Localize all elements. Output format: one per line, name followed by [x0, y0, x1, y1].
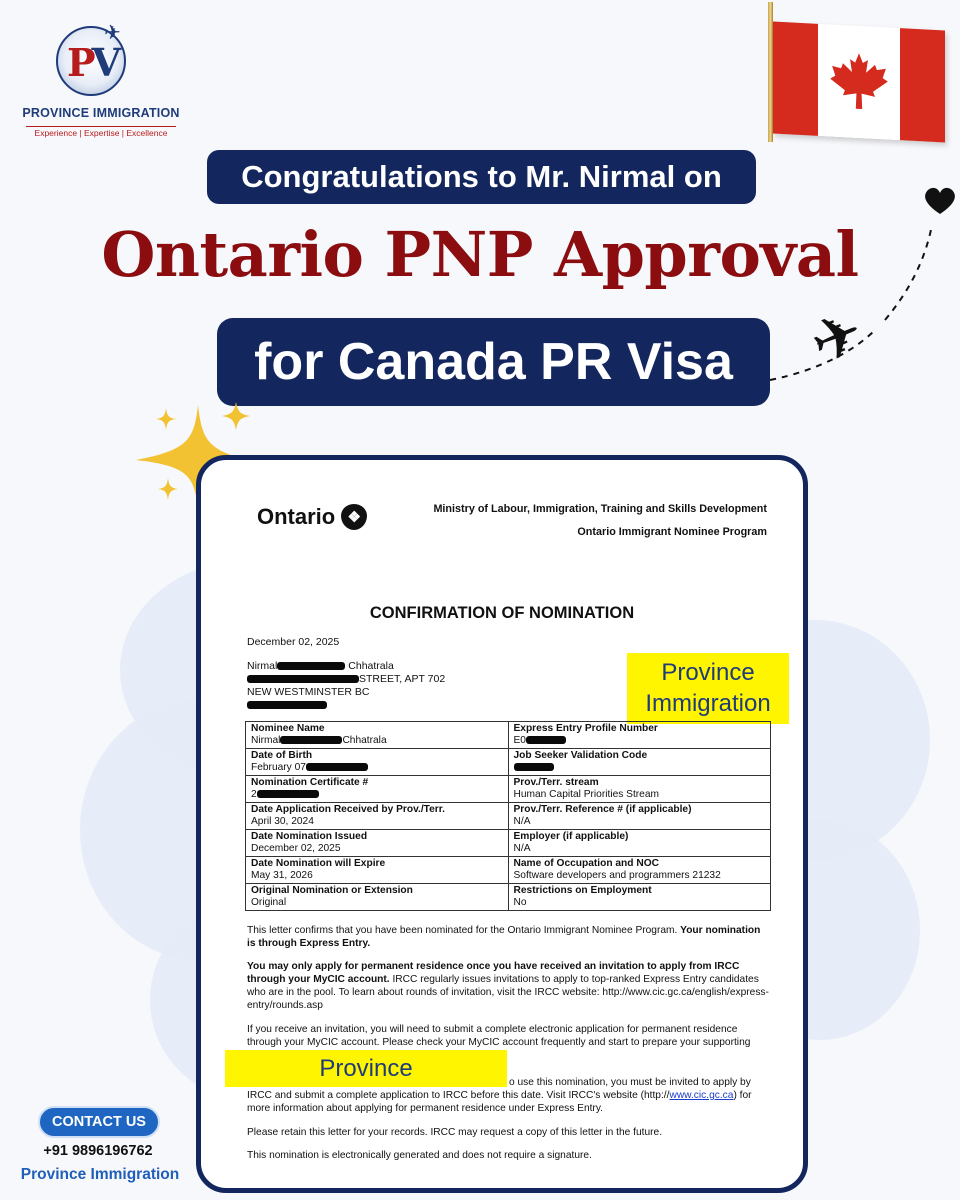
field-value: February 07	[251, 762, 306, 773]
table-cell	[508, 830, 771, 857]
field-label: Restrictions on Employment	[513, 885, 652, 896]
table-row	[246, 722, 771, 749]
field-label: Job Seeker Validation Code	[513, 750, 648, 761]
field-value: E0	[513, 735, 526, 746]
field-value: No	[513, 897, 527, 908]
contact-phone: +91 9896196762	[43, 1143, 153, 1159]
field-label: Date Nomination will Expire	[251, 858, 386, 869]
paragraph-application: If you receive an invitation, you will need to submit a complete electronic application for permanent residence through your MyCIC account. Please check your MyCIC account frequently and start to prepare your supporting	[247, 1024, 751, 1048]
letter-date: December 02, 2025	[247, 636, 340, 648]
field-value: May 31, 2026	[251, 870, 313, 881]
table-row	[246, 776, 771, 803]
ministry-name: Ministry of Labour, Immigration, Training and Skills Development	[433, 503, 767, 515]
field-label: Date Nomination Issued	[251, 831, 368, 842]
table-cell	[508, 776, 771, 803]
table-cell	[508, 857, 771, 884]
field-label: Prov./Terr. stream	[513, 777, 599, 788]
logo-monogram: PV	[66, 40, 118, 85]
redaction-bar	[257, 790, 319, 798]
table-cell	[246, 830, 509, 857]
recipient-address: Nirmal Chhatrala STREET, APT 702 NEW WESTMINSTER BC	[247, 660, 445, 712]
contact-us-button[interactable]: CONTACT US	[38, 1106, 160, 1138]
table-row	[246, 749, 771, 776]
table-cell	[246, 722, 509, 749]
paragraph-retain: Please retain this letter for your records. IRCC may request a copy of this letter in the future.	[247, 1127, 663, 1138]
contact-company: Province Immigration	[20, 1166, 180, 1183]
cic-link[interactable]: www.cic.gc.ca	[669, 1090, 734, 1101]
heart-icon	[920, 186, 960, 216]
trillium-icon: ❖	[341, 504, 367, 530]
nomination-details-table	[245, 721, 771, 911]
paragraph-electronic: This nomination is electronically generated and does not require a signature.	[247, 1150, 592, 1161]
visa-banner: for Canada PR Visa	[217, 318, 770, 406]
field-value-suffix: Chhatrala	[342, 735, 387, 746]
field-value: N/A	[513, 816, 531, 827]
ontario-logo: Ontario ❖	[257, 504, 367, 530]
field-label: Date Application Received by Prov./Terr.	[251, 804, 445, 815]
table-cell	[508, 722, 771, 749]
watermark-stamp: Province Immigration	[627, 653, 789, 724]
table-cell	[508, 884, 771, 911]
watermark-stamp-2: Province	[225, 1050, 507, 1087]
redaction-bar	[280, 736, 342, 744]
redaction-bar	[306, 763, 368, 771]
nomination-letter: Ontario ❖ Ministry of Labour, Immigration, Training and Skills Development Ontario Immigrant Nominee Program CONFIRMATION OF NOMINATION December 02, 2025 Nirmal Chhatrala STREET, APT 702 NEW WESTMINSTER BC Province Immigration Nominee Name Nirmal Chhatrala Express Entry Profile Number E0 Date of Birth February 07 Job Seeker Validation Code Nomination Certificate # 2 Prov./Terr. stream Human Capital Priorities Stream Date Application Received by Prov./Terr. April 30, 2024 Prov./Terr. Reference # (if applicable) N/A Date Nomination Issued December 02, 2025 Employer (if applicable) N/A Date Nomination will Expire May 31, 2026 Name of Occupation and NOC Software developers and programmers 21232 Original Nomination or Extension Original Restrictions on Employment No This letter confirms that you have been nominated for the Ontario Immigrant Nominee Program. Your nomination is through Express Entry. You may only apply for permanent residence once you have received an invitation to apply from IRCC through your MyCIC account. IRCC regularly issues invitations to apply to top-ranked Express Entry candidates who are in the pool. To learn about rounds of invitation, visit the IRCC website: http://www.cic.gc.ca/english/express-entry/rounds.asp If you receive an invitation, you will need to submit a complete electronic application for permanent residence through your MyCIC account. Please check your MyCIC account frequently and start to prepare your supporting Province o use this nomination, you must be invited to apply by IRCC and submit a complete application to IRCC before this date. Visit IRCC's website (http://www.cic.gc.ca) for more information about applying for permanent residence under Express Entry. Please retain this letter for your records. IRCC may request a copy of this letter in the future. This nomination is electronically generated and does not require a signature.	[196, 455, 808, 1193]
field-label: Prov./Terr. Reference # (if applicable)	[513, 804, 692, 815]
table-cell	[246, 884, 509, 911]
program-name: Ontario Immigrant Nominee Program	[577, 526, 767, 538]
maple-leaf-icon	[827, 48, 891, 115]
field-value: Original	[251, 897, 287, 908]
table-row	[246, 884, 771, 911]
field-label: Date of Birth	[251, 750, 313, 761]
field-label: Nomination Certificate #	[251, 777, 369, 788]
congratulations-banner: Congratulations to Mr. Nirmal on	[207, 150, 756, 204]
table-row	[246, 857, 771, 884]
headline-title: Ontario PNP Approval	[101, 218, 859, 291]
brand-tagline: Experience | Expertise | Excellence	[26, 126, 176, 138]
redaction-bar	[526, 736, 566, 744]
logo-plane-icon: ✈	[104, 22, 121, 44]
field-value: December 02, 2025	[251, 843, 341, 854]
paragraph-invitation: You may only apply for permanent residence once you have received an invitation to apply from IRCC through your MyCIC account. IRCC regularly issues invitations to apply to top-ranked Express Entry candidates who are in the pool. To learn about rounds of invitation, visit the IRCC website: http://www.cic.gc.ca/english/express-entry/rounds.asp	[247, 961, 769, 1011]
field-label: Express Entry Profile Number	[513, 723, 658, 734]
table-row	[246, 830, 771, 857]
letter-title: CONFIRMATION OF NOMINATION	[369, 604, 635, 622]
canada-flag	[773, 21, 945, 142]
field-label: Employer (if applicable)	[513, 831, 629, 842]
field-label: Nominee Name	[251, 723, 325, 734]
field-value: N/A	[513, 843, 531, 854]
field-label: Name of Occupation and NOC	[513, 858, 659, 869]
field-value: Software developers and programmers 21232	[513, 870, 721, 881]
paragraph-confirmation: This letter confirms that you have been nominated for the Ontario Immigrant Nominee Program. Your nomination is through Express Entry.	[247, 925, 761, 949]
table-cell	[508, 749, 771, 776]
field-label: Original Nomination or Extension	[251, 885, 413, 896]
field-value: 2	[251, 789, 257, 800]
field-value: Nirmal	[251, 735, 281, 746]
redaction-bar	[514, 763, 554, 771]
table-cell	[246, 857, 509, 884]
plane-icon: ✈	[801, 297, 873, 379]
table-cell	[246, 776, 509, 803]
table-cell	[246, 749, 509, 776]
brand-name: PROVINCE IMMIGRATION	[22, 106, 180, 120]
table-cell	[246, 803, 509, 830]
table-cell	[508, 803, 771, 830]
table-row	[246, 803, 771, 830]
ministry-header	[433, 498, 767, 544]
field-value: April 30, 2024	[251, 816, 314, 827]
field-value: Human Capital Priorities Stream	[513, 789, 660, 800]
